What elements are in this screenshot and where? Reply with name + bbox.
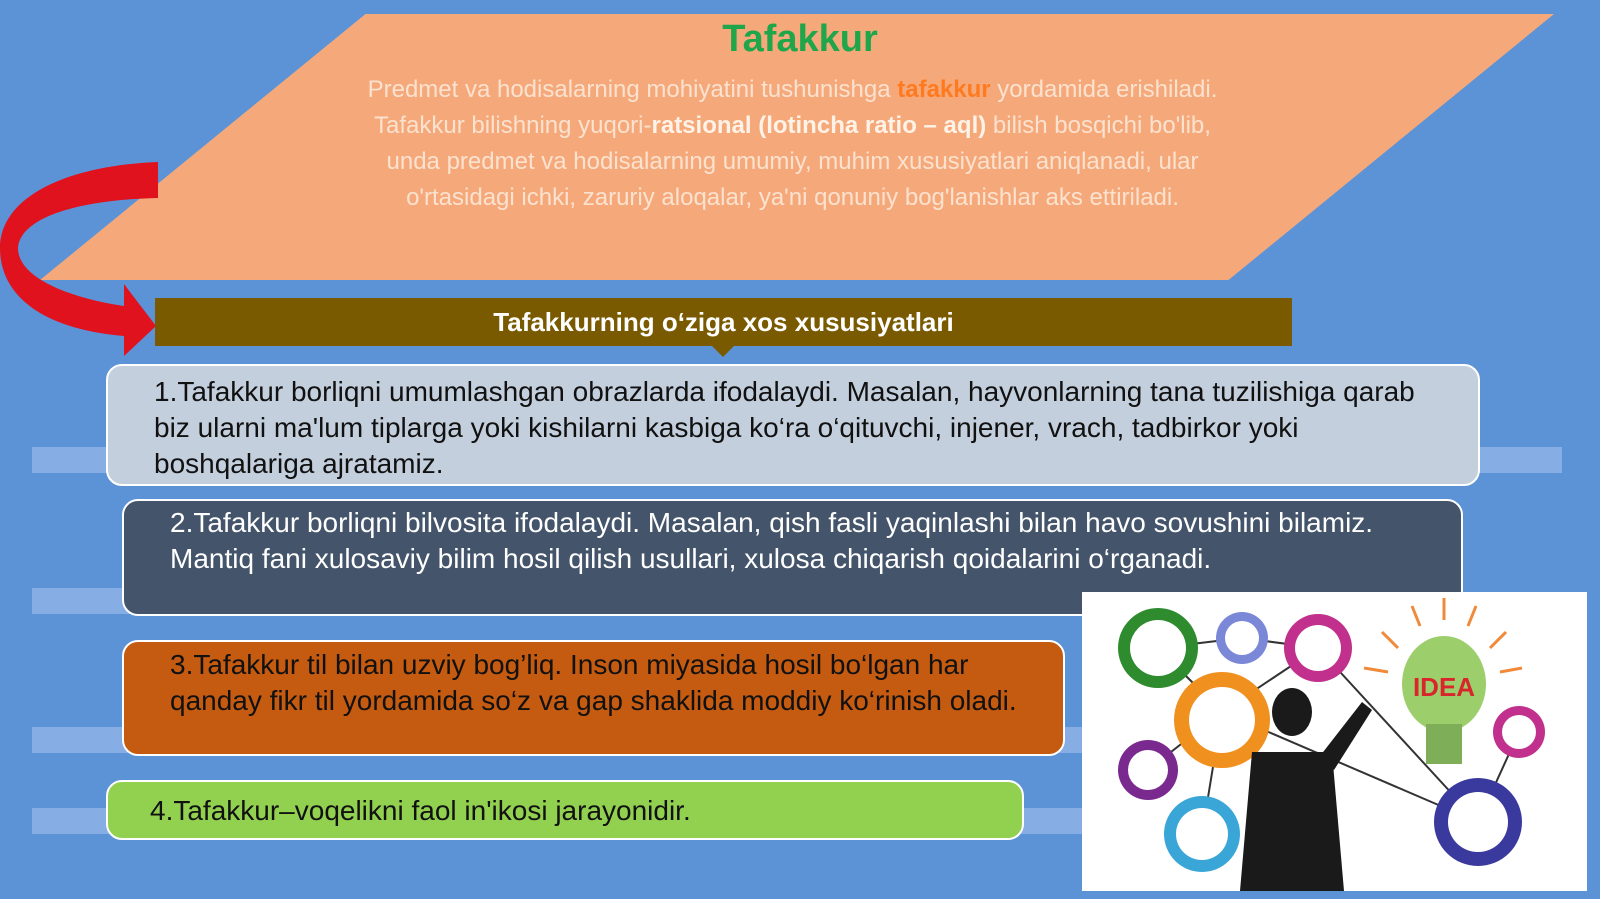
feature-text: 4.Tafakkur–voqelikni faol in'ikosi jarayonidir.: [150, 795, 691, 826]
gears-idea-illustration: [1082, 592, 1587, 891]
feature-box-1: [106, 364, 1480, 486]
bulb-idea-label: IDEA: [1412, 672, 1476, 702]
feature-text: 2.Tafakkur borliqni bilvosita ifodalaydi. Masalan, qish fasli yaqinlashi bilan havo sovushini bilamiz. Mantiq fani xulosaviy bilim hosil qilish usullari, xulosa chiqarish qoidalarini o‘rganadi.: [170, 507, 1374, 574]
definition-text: [345, 72, 1240, 216]
feature-text: 3.Tafakkur til bilan uzviy bog’liq. Inson miyasida hosil bo‘lgan har qanday fikr til yordamida so‘z va gap shaklida moddiy ko‘rinish oladi.: [170, 649, 1017, 716]
feature-box-4: [106, 780, 1024, 840]
feature-box-3: [122, 640, 1065, 756]
definition-text-part: yordamida erishiladi. Tafakkur bilishning yuqori-: [374, 76, 1218, 139]
section-header-label: Tafakkurning o‘ziga xos xususiyatlari: [493, 306, 954, 337]
curved-arrow-icon: [0, 160, 170, 360]
definition-text-part: bilish bosqichi bo'lib, unda predmet va hodisalarning umumiy, muhim xususiyatlari aniqlanadi, ular o'rtasidagi ichki, zaruriy aloqalar, ya'ni qonuniy bog'lanishlar aks ettiriladi.: [386, 112, 1211, 211]
gears-network-icon: [1082, 592, 1587, 891]
header-pointer: [709, 343, 737, 357]
feature-text: 1.Tafakkur borliqni umumlashgan obrazlarda ifodalaydi. Masalan, hayvonlarning tana tuzilishiga qarab biz ularni ma'lum tiplarga yoki kishilarni kasbiga ko‘ra o‘qituvchi, injener, vrach, tadbirkor yoki boshqalariga ajratamiz.: [154, 376, 1415, 479]
section-header: [155, 298, 1292, 346]
definition-text-part: Predmet va hodisalarning mohiyatini tushunishga: [367, 76, 898, 103]
definition-highlight: tafakkur: [897, 76, 991, 103]
definition-bold: ratsional (lotincha ratio – aql): [651, 112, 987, 139]
slide-title: Tafakkur: [722, 18, 878, 60]
